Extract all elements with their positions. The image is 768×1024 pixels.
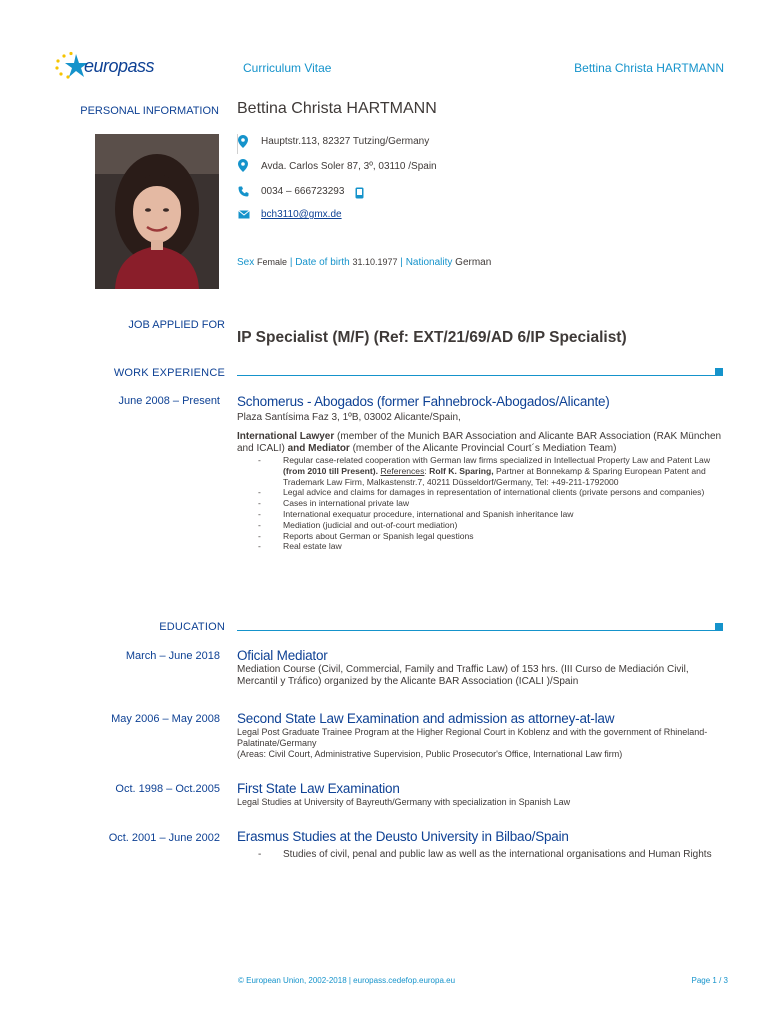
bullet-text: International exequatur procedure, international and Spanish inheritance law — [283, 508, 574, 519]
job-title: IP Specialist (M/F) (Ref: EXT/21/69/AD 6/IP Specialist) — [237, 329, 627, 346]
full-name: Bettina Christa HARTMANN — [237, 100, 437, 117]
bullet-bold: (from 2010 till Present). — [283, 465, 379, 476]
nationality-value: German — [455, 257, 492, 268]
mobile-icon — [355, 187, 364, 199]
list-item — [258, 848, 718, 861]
job-applied-label: JOB APPLIED FOR — [128, 319, 225, 331]
education-bullets — [258, 848, 718, 861]
education-title: Oficial Mediator — [237, 648, 328, 663]
portrait-photo — [95, 134, 219, 289]
bullet-text: Cases in international private law — [283, 498, 410, 509]
education-date: March – June 2018 — [125, 650, 220, 662]
bullet-text: Studies of civil, penal and public law as well as the international organisations and Human Rights — [283, 849, 712, 860]
europass-logo-text: europass — [84, 56, 155, 76]
sex-label: Sex — [237, 257, 255, 268]
education-description: Legal Studies at University of Bayreuth/Germany with specialization in Spanish Law — [237, 797, 571, 807]
bullet-dash: - — [258, 519, 261, 530]
photo — [95, 134, 219, 289]
bullet-text: Partner at Bonnekamp & Sparing European Patent and Trademark Law Firm, Malkastenstr.7, 40211 Düsseldorf/Germany, Tel: +49-211-1792000 — [283, 465, 706, 487]
dob-value: 31.10.1977 — [352, 257, 398, 267]
location-pin-icon — [238, 159, 248, 172]
work-employer: Schomerus - Abogados (former Fahnebrock-Abogados/Alicante) — [237, 394, 610, 409]
list-item — [258, 520, 718, 531]
bullet-dash: - — [258, 455, 261, 465]
section-rule — [237, 375, 717, 376]
bullet-text: Regular case-related cooperation with German law firms specialized in Intellectual Property Law and Patent Law — [283, 455, 711, 465]
bullet-text: Mediation (judicial and out-of-court mediation) — [283, 519, 458, 530]
bullet-dash: - — [258, 487, 261, 498]
location-pin-icon — [238, 135, 248, 148]
role-text: (member of the Munich BAR Association and Alicante BAR Association (RAK München and ICALI) — [237, 431, 722, 454]
bullet-dash: - — [258, 541, 261, 552]
dob-label: Date of birth — [295, 257, 350, 268]
page-number: Page 1 / 3 — [691, 976, 728, 985]
section-rule-square — [715, 368, 723, 376]
references-label: References — [380, 465, 425, 476]
personal-details — [237, 257, 491, 268]
section-rule-square — [715, 623, 723, 631]
header-name: Bettina Christa HARTMANN — [574, 61, 724, 75]
bullet-dash: - — [258, 849, 262, 860]
separator: | — [400, 257, 403, 268]
sex-value: Female — [257, 257, 288, 267]
list-item — [258, 487, 718, 498]
email-link[interactable]: bch3110@gmx.de — [261, 209, 342, 220]
education-date: Oct. 1998 – Oct.2005 — [115, 783, 220, 795]
list-item — [258, 498, 718, 509]
role-text: (member of the Alicante Provincial Court´s Mediation Team) — [349, 443, 617, 454]
education-title: First State Law Examination — [237, 781, 400, 796]
bullet-text: Reports about German or Spanish legal questions — [283, 530, 474, 541]
list-item — [258, 455, 718, 487]
education-description: Mediation Course (Civil, Commercial, Family and Traffic Law) of 153 hrs. (III Curso de Mediación Civil, Mercantil y Tráfico) organized by the Alicante BAR Association (ICALI )/Spain — [237, 664, 689, 687]
email-icon — [238, 210, 250, 219]
bullet-dash: - — [258, 530, 261, 541]
phone-icon — [238, 186, 249, 197]
education-title: Erasmus Studies at the Deusto University in Bilbao/Spain — [237, 829, 569, 844]
list-item — [258, 541, 718, 552]
education-label: EDUCATION — [159, 621, 225, 633]
work-address: Plaza Santísima Faz 3, 1ºB, 03002 Alicante/Spain, — [237, 412, 461, 423]
bullet-text: : — [424, 465, 430, 476]
section-rule — [237, 630, 717, 631]
footer-copyright: © European Union, 2002-2018 | europass.cedefop.europa.eu — [238, 976, 456, 985]
work-experience-label: WORK EXPERIENCE — [113, 367, 225, 379]
address-germany: Hauptstr.113, 82327 Tutzing/Germany — [261, 136, 430, 147]
nationality-label: Nationality — [405, 257, 453, 268]
phone-number: 0034 – 666723293 — [261, 186, 345, 197]
europass-logo — [54, 50, 164, 86]
work-role — [237, 431, 725, 455]
bullet-text: Legal advice and claims for damages in representation of international clients (private persons and companies) — [283, 487, 705, 498]
separator: | — [289, 257, 293, 268]
work-bullets — [258, 455, 718, 552]
education-date: Oct. 2001 – June 2002 — [108, 832, 220, 844]
reference-name: Rolf K. Sparing, — [429, 465, 494, 476]
education-description: (Areas: Civil Court, Administrative Supervision, Public Prosecutor's Office, International Law firm) — [237, 749, 623, 759]
address-spain: Avda. Carlos Soler 87, 3º, 03110 /Spain — [261, 161, 437, 172]
list-item — [258, 509, 718, 520]
doc-title: Curriculum Vitae — [243, 61, 332, 75]
work-date: June 2008 – Present — [118, 395, 220, 407]
list-item — [258, 531, 718, 542]
education-date: May 2006 – May 2008 — [111, 713, 220, 725]
personal-information-label: PERSONAL INFORMATION — [80, 105, 219, 117]
role-mediator: and Mediator — [287, 443, 350, 454]
education-title: Second State Law Examination and admission as attorney-at-law — [237, 711, 615, 726]
bullet-dash: - — [258, 498, 261, 509]
bullet-text: Real estate law — [283, 541, 342, 552]
role-title: International Lawyer — [237, 431, 335, 442]
education-description: Legal Post Graduate Trainee Program at the Higher Regional Court in Koblenz and with the government of Rhineland-Palatinate/Germany — [237, 727, 708, 748]
bullet-dash: - — [258, 508, 261, 519]
